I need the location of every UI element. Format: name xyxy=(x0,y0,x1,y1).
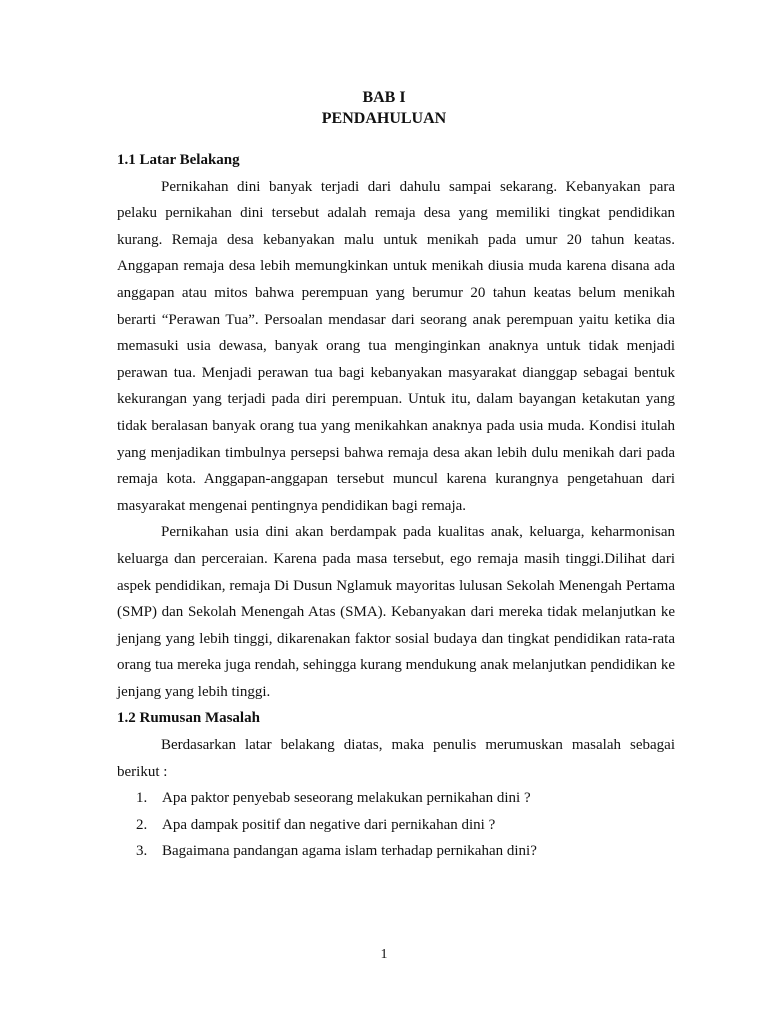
problem-list xyxy=(117,785,675,865)
paragraph: Pernikahan dini banyak terjadi dari dahulu sampai sekarang. Kebanyakan para pelaku pernikahan dini tersebut adalah remaja desa yang memiliki tingkat pendidikan kurang. Remaja desa kebanyakan malu untuk menikah pada umur 20 tahun keatas. Anggapan remaja desa lebih memungkinkan untuk menikah diusia muda karena disana ada anggapan atau mitos bahwa perempuan yang berumur 20 tahun keatas belum menikah berarti “Perawan Tua”. Persoalan mendasar dari seorang anak perempuan yaitu ketika dia memasuki usia dewasa, banyak orang tua menginginkan anaknya untuk tidak menjadi perawan tua. Menjadi perawan tua bagi kebanyakan masyarakat dianggap sebagai bentuk kekurangan yang terjadi pada diri perempuan. Untuk itu, dalam bayangan ketakutan yang tidak beralasan banyak orang tua yang menikahkan anaknya pada usia muda. Kondisi itulah yang menjadikan timbulnya persepsi bahwa remaja desa akan lebih dulu menikah dari pada remaja kota. Anggapan-anggapan tersebut muncul karena kurangnya pengetahuan dari masyarakat mengenai pentingnya pendidikan bagi remaja. xyxy=(117,178,675,514)
list-item-number: 2. xyxy=(136,816,148,833)
chapter-number: BAB I xyxy=(362,89,406,106)
list-item-text: Apa paktor penyebab seseorang melakukan pernikahan dini ? xyxy=(162,790,531,807)
list-item-text: Apa dampak positif dan negative dari pernikahan dini ? xyxy=(162,816,496,833)
list-item xyxy=(117,812,675,839)
document-body xyxy=(117,147,675,865)
paragraph: Berdasarkan latar belakang diatas, maka penulis merumuskan masalah sebagai berikut : xyxy=(117,737,675,780)
list-item-text: Bagaimana pandangan agama islam terhadap pernikahan dini? xyxy=(162,843,537,860)
list-item-number: 3. xyxy=(136,843,148,860)
paragraph: Pernikahan usia dini akan berdampak pada kualitas anak, keluarga, keharmonisan keluarga dan perceraian. Karena pada masa tersebut, ego remaja masih tinggi.Dilihat dari aspek pendidikan, remaja Di Dusun Nglamuk mayoritas lulusan Sekolah Menengah Pertama (SMP) dan Sekolah Menengah Atas (SMA). Kebanyakan dari mereka tidak melanjutkan ke jenjang yang lebih tinggi, dikarenakan faktor sosial budaya dan tingkat pendidikan rata-rata orang tua mereka juga rendah, sehingga kurang mendukung anak melanjutkan pendidikan ke jenjang yang lebih tinggi. xyxy=(117,524,675,700)
section-heading-latar-belakang: 1.1 Latar Belakang xyxy=(117,152,240,168)
list-item-number: 1. xyxy=(136,790,148,807)
chapter-title: PENDAHULUAN xyxy=(321,110,447,127)
list-item xyxy=(117,838,675,865)
section-heading-rumusan-masalah: 1.2 Rumusan Masalah xyxy=(117,710,260,727)
page-number: 1 xyxy=(380,947,388,962)
list-item xyxy=(117,785,675,812)
